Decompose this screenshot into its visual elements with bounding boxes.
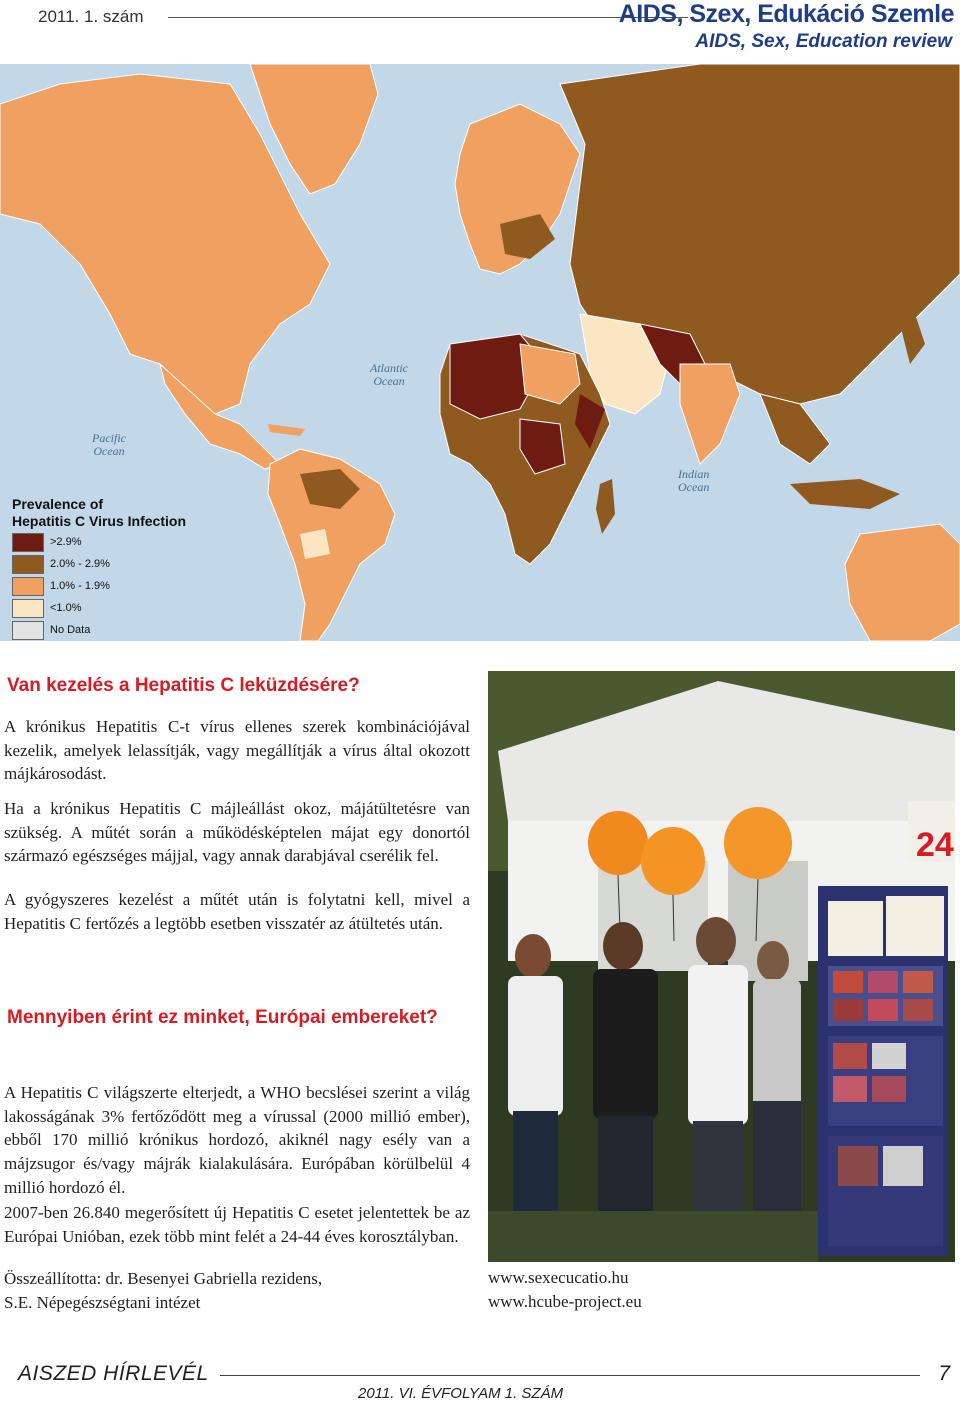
link-sexeducatio[interactable]: www.sexecucatio.hu [488, 1268, 629, 1287]
legend-title-2: Hepatitis C Virus Infection [12, 513, 186, 529]
paragraph: A Hepatitis C világszerte elterjedt, a WHO becslései szerint a világ lakosságának 3% fertőződött meg a vírussal (2000 millió ember), ebből 170 millió krónikus hordozó, akiknél nagy esély van a májzsugor és/vagy májrák kialakulására. Európában körülbelül 4 millió hordozó él. [4, 1083, 470, 1197]
legend-swatch [12, 533, 44, 552]
web-links [488, 1266, 642, 1314]
legend-swatch [12, 577, 44, 596]
indian-ocean-label: Indian Ocean [678, 467, 710, 494]
section-heading-treatment: Van kezelés a Hepatitis C leküzdésére? [7, 675, 360, 696]
legend-item: 2.0% - 2.9% [12, 554, 186, 574]
journal-title: AIDS, Szex, Edukáció Szemle [618, 0, 954, 28]
legend-item: >2.9% [12, 532, 186, 552]
pacific-ocean-label: Pacific Ocean [92, 431, 126, 458]
legend-swatch [12, 555, 44, 574]
paragraph: A krónikus Hepatitis C-t vírus ellenes szerek kombinációjával kezelik, amelyek lelassítják, vagy megállítják a vírus által okozott májkárosodást. [4, 717, 470, 784]
issue-label: 2011. 1. szám [38, 7, 144, 26]
legend-item: 1.0% - 1.9% [12, 576, 186, 596]
event-tent-photo [488, 671, 955, 1262]
newsletter-name: AISZED HÍRLEVÉL [18, 1362, 209, 1385]
paragraph: A gyógyszeres kezelést a műtét után is folytatni kell, mivel a Hepatitis C fertőzés a legtöbb esetben visszatér az átültetés után. [4, 890, 470, 933]
legend-swatch [12, 599, 44, 618]
atlantic-ocean-label: Atlantic Ocean [370, 361, 408, 388]
paragraph: 2007-ben 26.840 megerősített új Hepatitis C esetet jelentettek be az Európai Unióban, ezek több mint felét a 24-44 éves korosztályban. [4, 1203, 470, 1246]
legend-title-1: Prevalence of [12, 496, 104, 512]
footer-rule [220, 1375, 920, 1376]
section-heading-europe: Mennyiben érint ez minket, Európai embereket? [7, 1007, 438, 1028]
photo-illustration [488, 671, 955, 1262]
legend-item: No Data [12, 620, 186, 640]
svg-text:24: 24 [916, 826, 954, 864]
map-legend [12, 496, 186, 640]
hepatitis-c-prevalence-map [0, 64, 960, 641]
author-credit: Összeállította: dr. Besenyei Gabriella rezidens, S.E. Népegészségtani intézet [4, 1269, 323, 1312]
page-number: 7 [938, 1362, 950, 1385]
journal-subtitle: AIDS, Sex, Education review [695, 31, 952, 52]
volume-label: 2011. VI. ÉVFOLYAM 1. SZÁM [358, 1385, 564, 1402]
link-hcube[interactable]: www.hcube-project.eu [488, 1292, 642, 1311]
header-rule [168, 17, 688, 18]
legend-swatch [12, 621, 44, 640]
legend-item: <1.0% [12, 598, 186, 618]
paragraph: Ha a krónikus Hepatitis C májleállást okoz, májátültetésre van szükség. A műtét során a működésképtelen májat egy donortól származó egészséges májjal, vagy annak darabjával cserélik fel. [4, 799, 470, 866]
